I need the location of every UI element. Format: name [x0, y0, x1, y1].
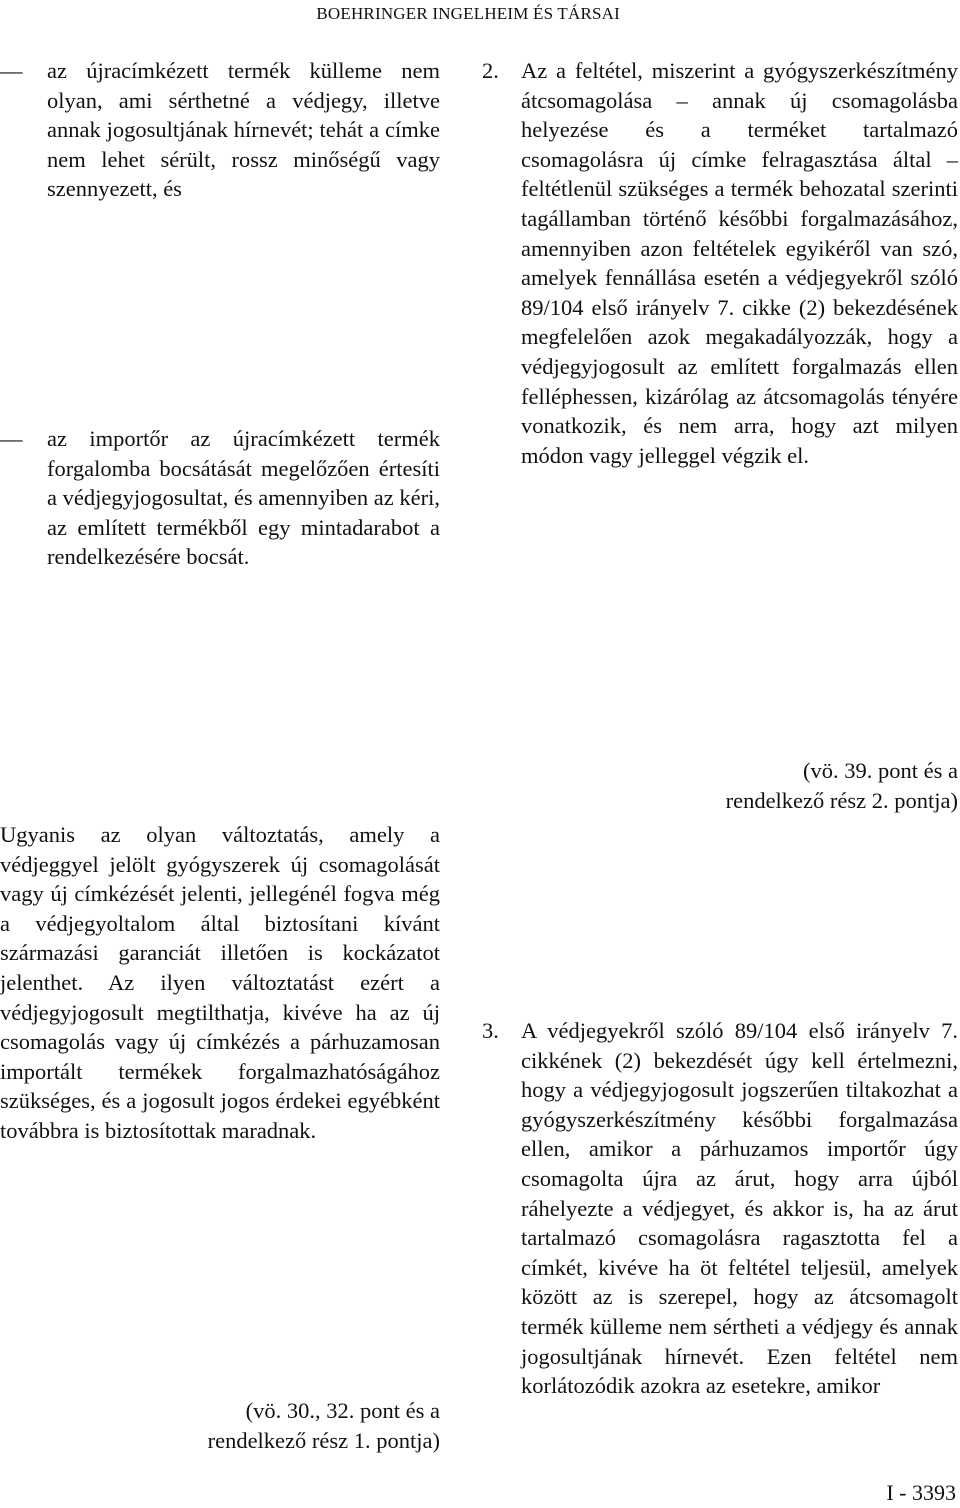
numbered-item-2: [482, 56, 958, 470]
item-text: Az a feltétel, miszerint a gyógyszerkészítmény átcsomagolása – annak új csomagolásba helyezése és a terméket tartalmazó csomagolásra új címke felragasztása által – feltétlenül szükséges a termék behozatal szerinti tagállamban történő későbbi forgalmazásához, amennyiben azon feltételek egyikéről van szó, amelyek fennállása esetén a védjegyekről szóló 89/104 első irányelv 7. cikke (2) bekezdésének megfelelően azok megakadályozzák, hogy a védjegyjogosult az említett forgalmazás ellen felléphessen, kizárólag az átcsomagolás tényére vonatkozik, és nem arra, hogy azt milyen módon vagy jelleggel végzik el.: [521, 58, 958, 468]
left-reference: [0, 1396, 440, 1455]
left-paragraph: [0, 820, 440, 1146]
reference-line-2: rendelkező rész 2. pontja): [725, 787, 958, 813]
dash-marker: —: [0, 58, 23, 83]
item-number: 3.: [482, 1018, 499, 1043]
dash-item-text: az importőr az újracímkézett termék forgalomba bocsátását megelőzően értesíti a védjegyjogosultat, és amennyiben az kéri, az említett termékből egy mintadarabot a rendelkezésére bocsát.: [47, 426, 440, 570]
dash-marker: —: [0, 426, 23, 451]
right-reference: [482, 756, 958, 815]
dash-item-text: az újracímkézett termék külleme nem olyan, ami sérthetné a védjegy, illetve annak jogosultjának hírnevét; tehát a címke nem lehet sérült, rossz minőségű vagy szennyezett, és: [47, 58, 440, 202]
page-number: I - 3393: [886, 1480, 956, 1505]
reference-line-1: (vö. 39. pont és a: [803, 758, 958, 783]
reference-line-2: rendelkező rész 1. pontja): [207, 1427, 440, 1453]
dash-item-1: [0, 56, 440, 204]
reference-line-1: (vö. 30., 32. pont és a: [245, 1398, 440, 1423]
paragraph-text: Ugyanis az olyan változtatás, amely a védjeggyel jelölt gyógyszerek új csomagolását vagy új címkézését jelenti, jellegénél fogva még a védjegyoltalom által biztosítani kívánt származási garanciát illetően is kockázatot jelenthet. Az ilyen változtatást ezért a védjegyjogosult megtilthatja, kivéve ha az új csomagolás vagy új címkézés a párhuzamosan importált termékek forgalmazhatóságához szükséges, és a jogosult jogos érdekei egyébként továbbra is biztosítottak maradnak.: [0, 822, 440, 1143]
numbered-item-3: [482, 1016, 958, 1401]
item-text: A védjegyekről szóló 89/104 első irányelv 7. cikkének (2) bekezdését úgy kell értelmezni, hogy a védjegyjogosult jogszerűen tiltakozhat a gyógyszerkészítmény későbbi forgalmazása ellen, amikor a párhuzamos importőr úgy csomagolta újra az árut, hogy arra újból ráhelyezte a védjegyet, és akkor is, ha az árut tartalmazó csomagolásra ragasztotta fel a címkét, kivéve ha öt feltétel teljesül, amelyek között az is szerepel, hogy az átcsomagolt termék külleme nem sértheti a védjegy és annak jogosultjának hírnevét. Ezen feltétel nem korlátozódik azokra az esetekre, amikor: [521, 1018, 958, 1399]
running-header: BOEHRINGER INGELHEIM ÉS TÁRSAI: [316, 4, 620, 23]
dash-item-2: [0, 424, 440, 572]
item-number: 2.: [482, 58, 499, 83]
